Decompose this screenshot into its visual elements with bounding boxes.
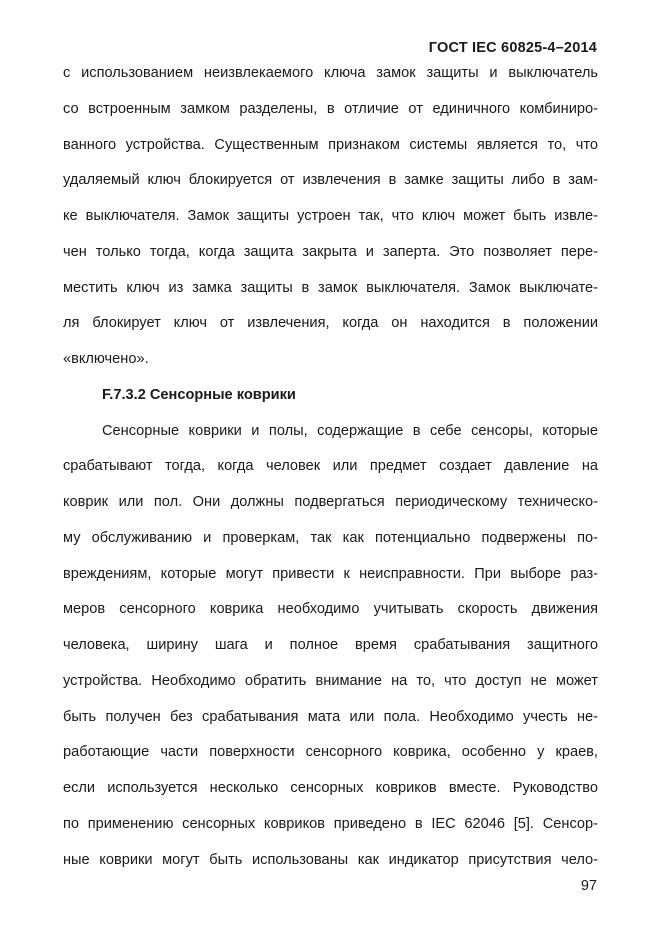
paragraph-line: ванного устройства. Существенным признаком системы является то, что [63, 137, 598, 153]
paragraph-line: ные коврики могут быть использованы как индикатор присутствия чело- [63, 852, 598, 868]
paragraph-line: если используется несколько сенсорных ковриков вместе. Руководство [63, 780, 598, 796]
paragraph-line: местить ключ из замка защиты в замок выключателя. Замок выключате- [63, 280, 598, 296]
paragraph-line: быть получен без срабатывания мата или пола. Необходимо учесть не- [63, 709, 598, 725]
paragraph-line: с использованием неизвлекаемого ключа замок защиты и выключатель [63, 65, 598, 81]
paragraph-line: человека, ширину шага и полное время срабатывания защитного [63, 637, 598, 653]
paragraph-line: со встроенным замком разделены, в отличие от единичного комбиниро- [63, 101, 598, 117]
paragraph-line: работающие части поверхности сенсорного коврика, особенно у краев, [63, 744, 598, 760]
page-number: 97 [580, 878, 597, 894]
paragraph-line: по применению сенсорных ковриков приведено в IEC 62046 [5]. Сенсор- [63, 816, 598, 832]
paragraph-line: «включено». [63, 351, 149, 367]
paragraph-line: устройства. Необходимо обратить внимание на то, что доступ не может [63, 673, 598, 689]
document-code-header: ГОСТ IEC 60825-4–2014 [428, 40, 597, 56]
paragraph-line: вреждениям, которые могут привести к неисправности. При выборе раз- [63, 566, 598, 582]
paragraph-line: Сенсорные коврики и полы, содержащие в себе сенсоры, которые [102, 423, 598, 439]
paragraph-line: срабатывают тогда, когда человек или предмет создает давление на [63, 458, 598, 474]
paragraph-line: чен только тогда, когда защита закрыта и заперта. Это позволяет пере- [63, 244, 598, 260]
paragraph-line: ля блокирует ключ от извлечения, когда он находится в положении [63, 315, 598, 331]
paragraph-line: удаляемый ключ блокируется от извлечения в замке защиты либо в зам- [63, 172, 598, 188]
paragraph-line: ке выключателя. Замок защиты устроен так, что ключ может быть извле- [63, 208, 598, 224]
section-heading: F.7.3.2 Сенсорные коврики [102, 387, 296, 403]
paragraph-line: коврик или пол. Они должны подвергаться периодическому техническо- [63, 494, 598, 510]
paragraph-line: му обслуживанию и проверкам, так как потенциально подвержены по- [63, 530, 598, 546]
paragraph-line: меров сенсорного коврика необходимо учитывать скорость движения [63, 601, 598, 617]
